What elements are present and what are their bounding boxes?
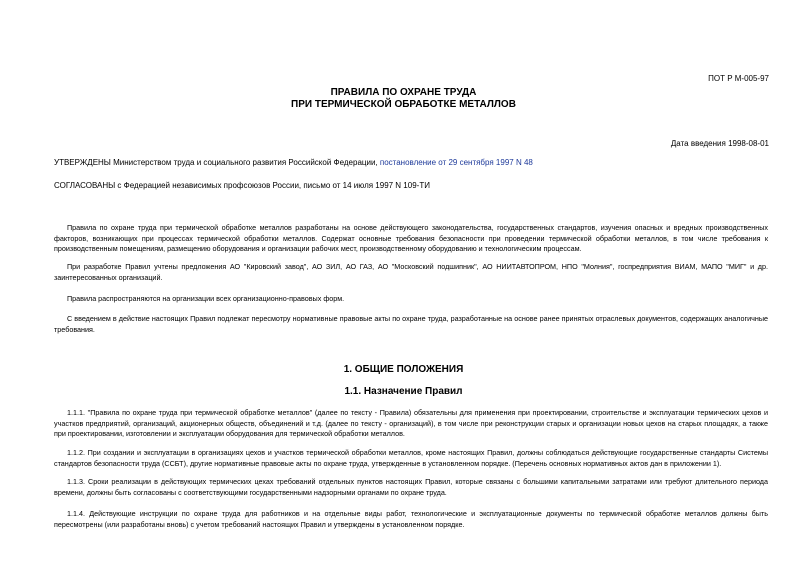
document-title-line-1: ПРАВИЛА ПО ОХРАНЕ ТРУДА	[330, 87, 477, 98]
clause-paragraph: 1.1.1. "Правила по охране труда при термической обработке металлов" (далее по тексту - Правила) обязательны для применения при проектировании, строительстве и эксплуатации термических цехов и участков предприятий, организаций, акционерных обществ, объединений и т.д. (далее по тексту - организаций), в том числе при реконструкции старых и организации новых цехов на старых площадях, а также при проектировании, изготовлении и эксплуатации оборудования для термической обработки металлов.	[54, 408, 768, 438]
introduction-date: Дата введения 1998-08-01	[670, 139, 769, 148]
agreement-statement: СОГЛАСОВАНЫ с Федерацией независимых профсоюзов России, письмо от 14 июля 1997 N 109-ТИ	[54, 181, 430, 190]
document-title-line-2: ПРИ ТЕРМИЧЕСКОЙ ОБРАБОТКЕ МЕТАЛЛОВ	[291, 99, 516, 110]
approval-statement	[54, 158, 533, 167]
preamble-paragraph: Правила распространяются на организации всех организационно-правовых форм.	[67, 294, 345, 303]
preamble-paragraph: При разработке Правил учтены предложения АО "Кировский завод", АО ЗИЛ, АО ГАЗ, АО "Московский подшипник", АО НИИТАВТОПРОМ, НПО "Молния", госпредприятия ВИАМ, МАПО "МИГ" и др. заинтересованных организаций.	[54, 262, 768, 282]
clause-paragraph: 1.1.4. Действующие инструкции по охране труда для работников и на отдельные виды работ, технологические и эксплуатационные документы по термической обработке металлов должны быть пересмотрены (или разработаны вновь) с учетом требований настоящих Правил и утверждены в установленном порядке.	[54, 509, 768, 529]
approval-text: УТВЕРЖДЕНЫ Министерством труда и социального развития Российской Федерации,	[54, 158, 380, 167]
preamble-paragraph: Правила по охране труда при термической обработке металлов разработаны на основе действующего законодательства, государственных стандартов, изучения опасных и вредных производственных факторов, возникающих при процессах термической обработки металлов. Содержат основные требования безопасности при проведении термической обработки металлов, в том числе требования к производственным помещениям, размещению оборудования и организации рабочих мест, производственному оборудованию и технологическим процессам.	[54, 223, 768, 253]
clause-paragraph: 1.1.3. Сроки реализации в действующих термических цехах требований отдельных пунктов настоящих Правил, которые связаны с большими капитальными затратами или требуют длительного периода времени, должны быть согласованы с соответствующими государственными надзорными органами по охране труда.	[54, 477, 768, 497]
clause-paragraph: 1.1.2. При создании и эксплуатации в организациях цехов и участков термической обработки металлов, кроме настоящих Правил, должны соблюдаться действующие государственные стандарты Системы стандартов безопасности труда (ССБТ), другие нормативные правовые акты по охране труда, утвержденные в установленном порядке. (Перечень основных нормативных актов дан в приложении 1).	[54, 448, 768, 468]
subsection-heading: 1.1. Назначение Правил	[344, 386, 463, 397]
document-code: ПОТ Р М-005-97	[708, 74, 769, 83]
preamble-paragraph: С введением в действие настоящих Правил подлежат пересмотру нормативные правовые акты по охране труда, разработанные на основе ранее принятых отраслевых документов, содержащих аналогичные требования.	[54, 314, 768, 334]
section-heading: 1. ОБЩИЕ ПОЛОЖЕНИЯ	[343, 364, 464, 375]
decree-link[interactable]: постановление от 29 сентября 1997 N 48	[379, 158, 533, 167]
